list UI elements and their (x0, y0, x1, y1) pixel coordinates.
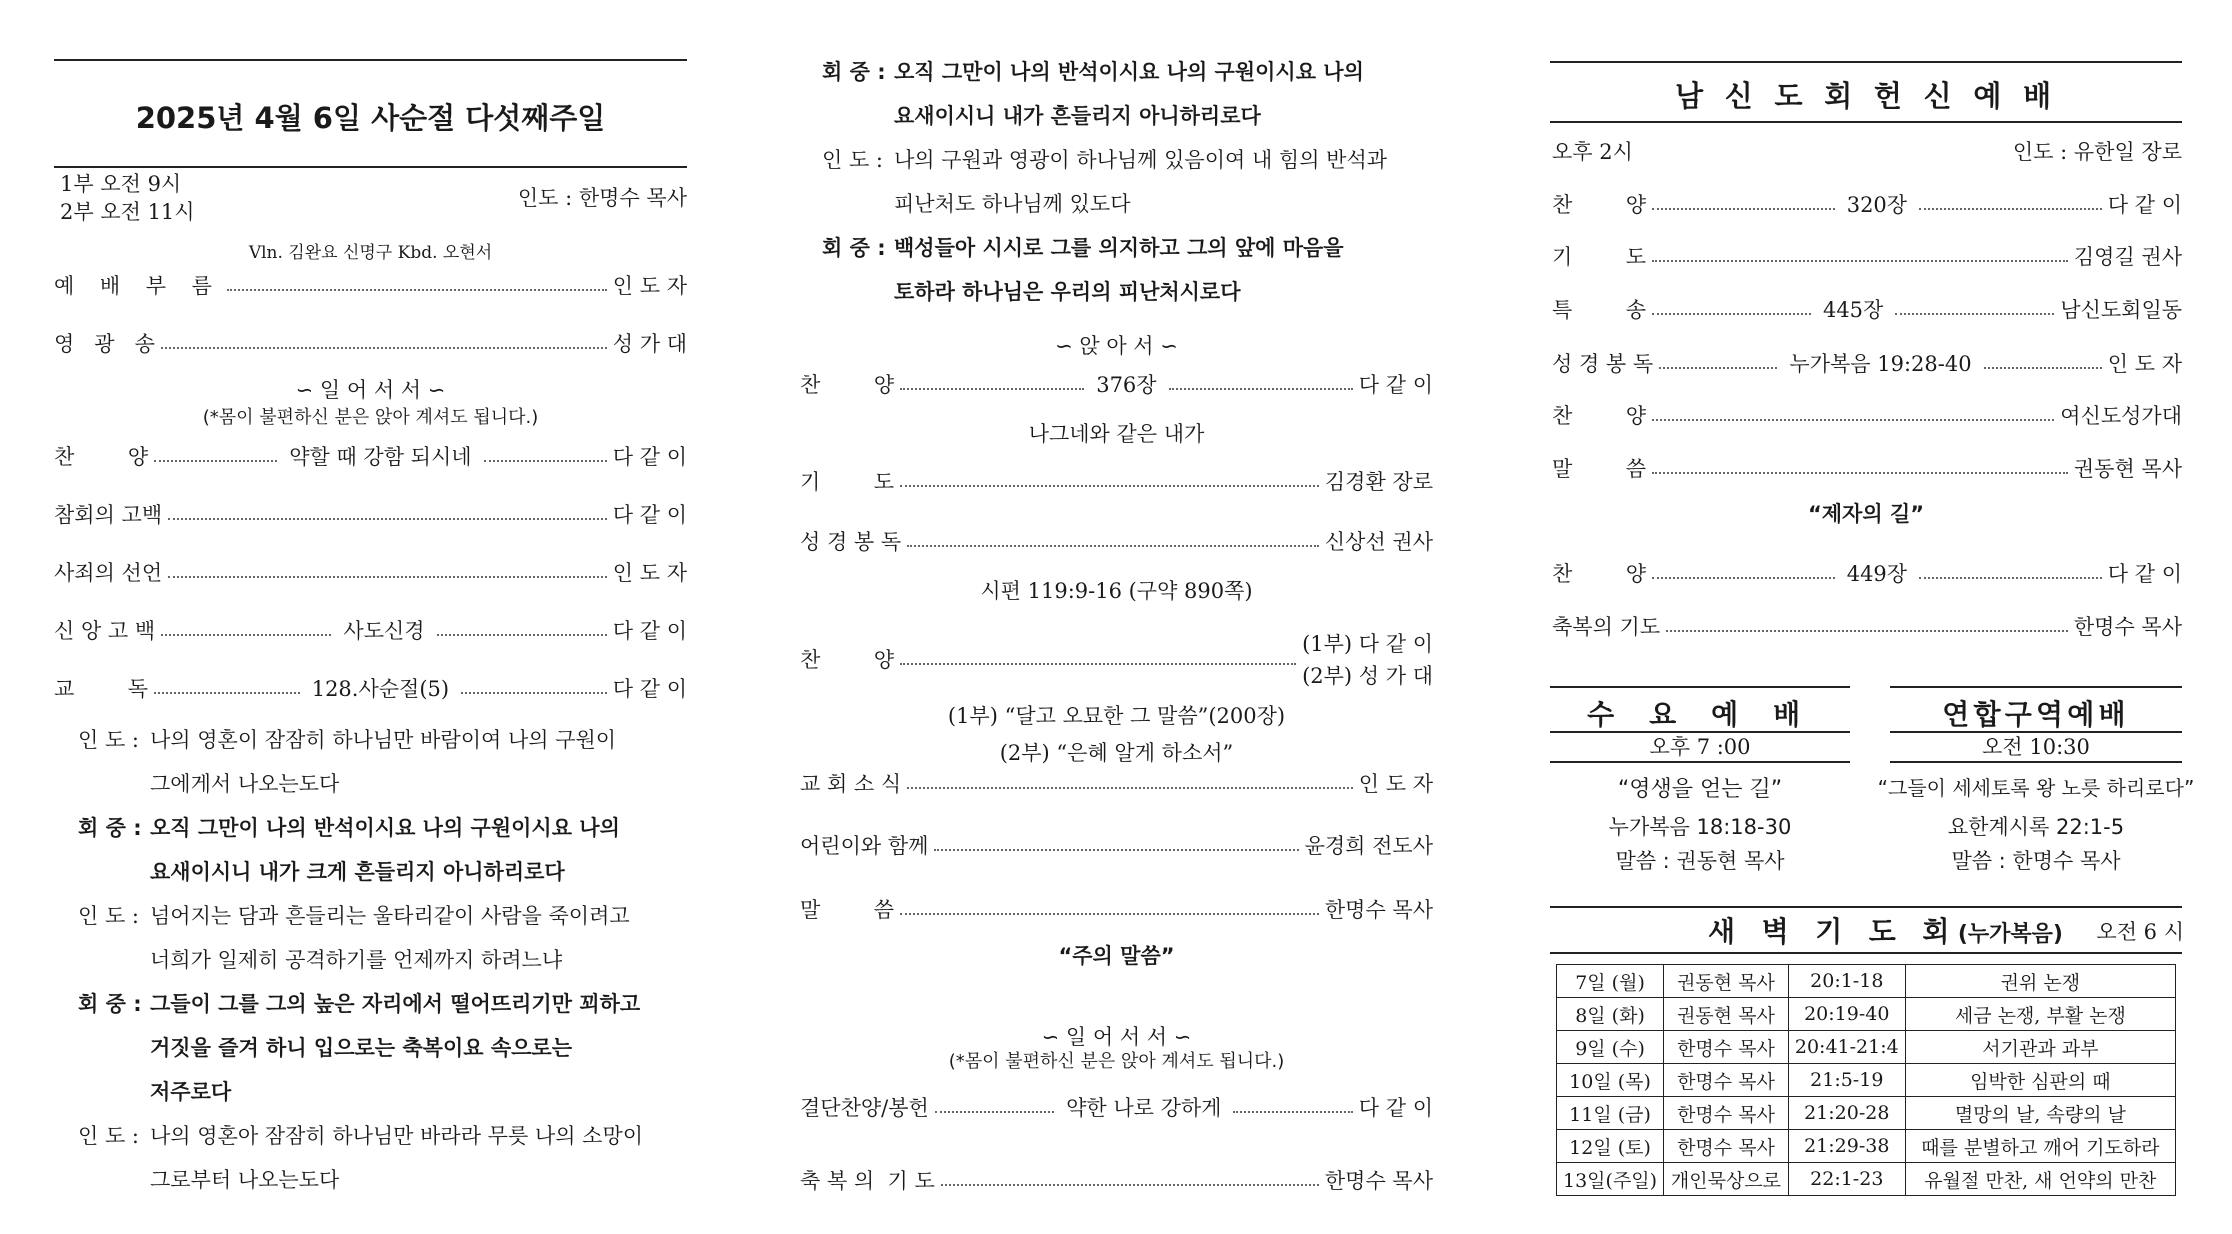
table-cell: 9일 (수) (1557, 1031, 1664, 1064)
table-cell: 21:29-38 (1788, 1130, 1905, 1163)
service-time-1: 1부 오전 9시 (60, 172, 182, 196)
table-cell: 때를 분별하고 깨어 기도하라 (1905, 1130, 2175, 1163)
stand-title: ∽ 일 어 서 서 ∽ (295, 378, 446, 402)
service-time: 오후 2시 (1552, 140, 1633, 164)
table-cell: 13일(주일) (1557, 1163, 1664, 1196)
table-cell: 멸망의 날, 속량의 날 (1905, 1097, 2175, 1130)
order-item: 기 도 김영길 권사 (1552, 245, 2182, 269)
table-cell: 20:1-18 (1788, 965, 1905, 998)
table-cell: 21:20-28 (1788, 1097, 1905, 1130)
table-cell: 10일 (목) (1557, 1064, 1664, 1097)
dawn-schedule-table (1556, 964, 2176, 1196)
wednesday-sermon: “영생을 얻는 길” (1617, 777, 1783, 802)
order-item: 교 회 소 식 인 도 자 (800, 772, 1433, 796)
sermon-title: “주의 말씀” (1058, 944, 1175, 968)
leader: 인도 : 유한일 장로 (2012, 140, 2182, 164)
dawn-time: 오전 6 시 (2096, 920, 2184, 944)
wednesday-title: 수 요 예 배 (1587, 698, 1813, 731)
table-cell: 7일 (월) (1557, 965, 1664, 998)
order-item: 찬 양 376장 다 같 이 (800, 373, 1434, 397)
table-cell: 세금 논쟁, 부활 논쟁 (1905, 998, 2175, 1031)
service-time-2: 2부 오전 11시 (60, 200, 195, 224)
order-item: 영 광 송 성 가 대 (54, 332, 687, 356)
table-row (1557, 1031, 2176, 1064)
table-cell: 20:19-40 (1788, 998, 1905, 1031)
order-item: 찬 양 320장 다 같 이 (1552, 193, 2183, 217)
responsive-reading: 인 도 : 나의 영혼이 잠잠히 하나님만 바람이여 나의 구원이 그에게서 나오는도다 회 중 : 오직 그만이 나의 반석이시요 나의 구원이시요 나의 요새이시니 내가 크게 흔들리지 아니하리로다 인 도 : 넘어지는 담과 흔들리는 울타리같이 사람을 죽이려고 너희가 일제히 공격하기를 언제까지 하려느냐 회 중 : 그들이 그를 그의 높은 자리에서 떨어뜨리기만 꾀하고 거짓을 즐겨 하니 입으로는 축복이요 속으로는 저주로다 인 도 : 나의 영혼아 잠잠히 하나님만 바라라 무릇 나의 소망이 그로부터 나오는도다 (78, 728, 644, 1192)
dawn-title: 새 벽 기 도 회(누가복음) (1708, 915, 2063, 948)
table-cell: 권동현 목사 (1664, 998, 1789, 1031)
leader: 인도 : 한명수 목사 (517, 186, 687, 210)
order-item: 참회의 고백 다 같 이 (54, 503, 687, 527)
order-item: 예 배 부 름 인 도 자 (54, 274, 687, 298)
musicians: Vln. 김완요 신명구 Kbd. 오현서 (248, 243, 493, 263)
hymn-title: 나그네와 같은 내가 (1028, 422, 1205, 446)
table-cell: 8일 (화) (1557, 998, 1664, 1031)
district-reference: 요한계시록 22:1-5 (1947, 815, 2125, 839)
order-item: 찬 양 여신도성가대 (1552, 404, 2182, 428)
table-cell: 20:41-21:4 (1788, 1031, 1905, 1064)
district-preacher: 말씀 : 한명수 목사 (1951, 849, 2121, 873)
order-item: 성 경 봉 독 누가복음 19:28-40 인 도 자 (1552, 352, 2183, 376)
table-cell: 22:1-23 (1788, 1163, 1905, 1196)
table-cell: 한명수 목사 (1664, 1130, 1789, 1163)
order-item: 기 도 김경환 장로 (800, 470, 1433, 494)
order-item: 사죄의 선언 인 도 자 (54, 561, 687, 585)
district-title: 연합구역예배 (1942, 698, 2130, 731)
district-sermon: “그들이 세세토록 왕 노릇 하리로다” (1877, 776, 2195, 800)
table-row (1557, 1097, 2176, 1130)
table-cell: 한명수 목사 (1664, 1097, 1789, 1130)
stand-title: ∽ 일 어 서 서 ∽ (1041, 1025, 1192, 1049)
wednesday-preacher: 말씀 : 권동현 목사 (1615, 849, 1785, 873)
district-time: 오전 10:30 (1982, 735, 2090, 759)
order-item: 결단찬양/봉헌 약한 나로 강하게 다 같 이 (800, 1096, 1433, 1120)
table-cell: 개인묵상으로 (1664, 1163, 1789, 1196)
table-row (1557, 998, 2176, 1031)
table-cell: 권위 논쟁 (1905, 965, 2175, 998)
table-row (1557, 1064, 2176, 1097)
order-item: 찬 양 약할 때 강함 되시네 다 같 이 (54, 445, 687, 469)
table-cell: 유월절 만찬, 새 언약의 만찬 (1905, 1163, 2175, 1196)
wednesday-reference: 누가복음 18:18-30 (1608, 815, 1792, 839)
table-cell: 21:5-19 (1788, 1064, 1905, 1097)
table-cell: 11일 (금) (1557, 1097, 1664, 1130)
choir-song-1: (1부) “달고 오묘한 그 말씀”(200장) (947, 704, 1286, 728)
responsive-reading: 회 중 : 오직 그만이 나의 반석이시요 나의 구원이시요 나의 요새이시니 내가 흔들리지 아니하리로다 인 도 : 나의 구원과 영광이 하나님께 있음이여 내 힘의 반석과 피난처도 하나님께 있도다 회 중 : 백성들아 시시로 그를 의지하고 그의 앞에 마음을 토하라 하나님은 우리의 피난처시로다 (822, 60, 1388, 304)
wednesday-time: 오후 7 :00 (1649, 735, 1751, 759)
order-item: 특 송 445장 남신도회일동 (1552, 298, 2183, 322)
table-cell: 임박한 심판의 때 (1905, 1064, 2175, 1097)
reading-reference: 시편 119:9-16 (구약 890쪽) (980, 579, 1253, 603)
divider (1550, 61, 2182, 63)
stand-note: (*몸이 불편하신 분은 앉아 계셔도 됩니다.) (202, 407, 539, 428)
order-item: 신 앙 고 백 사도신경 다 같 이 (54, 619, 688, 643)
order-item: 축 복 의 기 도 한명수 목사 (800, 1169, 1433, 1193)
table-cell: 한명수 목사 (1664, 1064, 1789, 1097)
table-cell: 12일 (토) (1557, 1130, 1664, 1163)
order-item: 어린이와 함께 윤경희 전도사 (800, 834, 1433, 858)
order-item: 말 씀 한명수 목사 (800, 898, 1433, 922)
table-cell: 한명수 목사 (1664, 1031, 1789, 1064)
order-item: 성 경 봉 독 신상선 권사 (800, 530, 1433, 554)
order-item: 찬 양 449장 다 같 이 (1552, 562, 2183, 586)
order-item: 말 씀 권동현 목사 (1552, 457, 2182, 481)
order-item: 축복의 기도 한명수 목사 (1552, 615, 2182, 639)
sit-title: ∽ 앉 아 서 ∽ (1055, 334, 1178, 358)
table-row (1557, 1163, 2176, 1196)
stand-note: (*몸이 불편하신 분은 앉아 계셔도 됩니다.) (948, 1051, 1285, 1072)
table-row (1557, 1130, 2176, 1163)
section-title: 남 신 도 회 헌 신 예 배 (1675, 79, 2057, 113)
sermon-title: “제자의 길” (1807, 502, 1925, 526)
choir-song-2: (2부) “은혜 알게 하소서” (999, 741, 1234, 765)
table-cell: 권동현 목사 (1664, 965, 1789, 998)
divider (54, 59, 687, 61)
divider (1550, 121, 2182, 123)
table-row (1557, 965, 2176, 998)
table-cell: 서기관과 과부 (1905, 1031, 2175, 1064)
order-item: 찬 양 (1부) 다 같 이 (2부) 성 가 대 (800, 632, 1433, 688)
page-title: 2025년 4월 6일 사순절 다섯째주일 (135, 101, 606, 135)
order-item: 교 독 128.사순절(5) 다 같 이 (54, 677, 688, 701)
